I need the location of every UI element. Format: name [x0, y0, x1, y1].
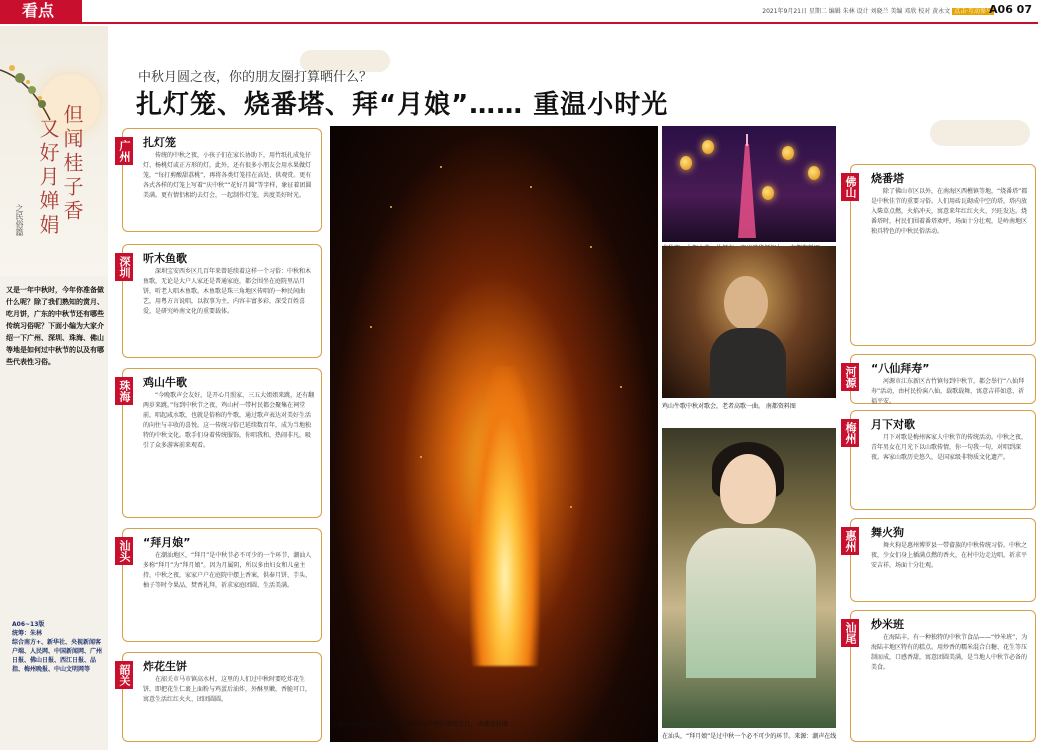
girl-dress [686, 528, 816, 678]
story-title: 扎灯笼 [143, 136, 176, 149]
left-column [0, 26, 108, 750]
story-title: 鸡山牛歌 [143, 376, 187, 389]
story-shantou [118, 528, 322, 642]
story-body: 除了佛山市区以外，在南海区西樵镇等地，“烧番塔”都是中秋佳节的重要习俗。人们用砖瓦砌成中空的塔，塔内放入柴草点燃，火焰冲天，寓意来年红红火火、兴旺发达。烧番塔时，村民们围着番塔欢呼，场面十分壮观，是岭南地区独具特色的中秋民俗活动。 [871, 188, 1028, 235]
credits: A06~13版 统筹：朱林 综合南方+、新华社、央视新闻客户端、人民网、中国新闻网、广州日报、佛山日报、西江日报、品指、梅州晚报、中山文明网等 [12, 621, 103, 673]
story-title: “八仙拜寿” [871, 362, 930, 375]
city-tag: 佛山 [841, 173, 859, 201]
story-body: 深圳宝安西乡区几百年来曾延续着这样一个习俗：中秋和木鱼歌，无论是大户人家还是普通家庭，都会围坐在庭院里品月饼，听老人唱木鱼歌。木鱼歌是珠三角地区传唱的一种民间曲艺，用粤方言说唱，以叙事为主，内容丰富多彩，深受百姓喜爱，是研究岭南文化的重要载体。 [143, 268, 312, 315]
story-zhuhai [118, 368, 322, 518]
story-heyuan [844, 354, 1036, 405]
elder-body [710, 328, 786, 398]
story-shanwei [844, 610, 1036, 742]
spark [620, 386, 622, 388]
canton-tower-illustration [732, 134, 762, 238]
city-tag: 深圳 [115, 253, 133, 281]
story-foshan [844, 164, 1036, 346]
story-body: 河源市江东新区古竹镇每到中秋节，都会举行“八仙拜寿”活动，由村民扮演八仙，载歌载舞，寓意吉祥如意，祈福平安。 [871, 378, 1025, 405]
headline: 扎灯笼、烧番塔、拜“月娘”…… 重温小时光 [136, 90, 669, 120]
lead-paragraph: 又是一年中秋时，今年你准备做什么呢？除了我们熟知的赏月、吃月饼，广东的中秋节还有哪些传统习俗呢？下面小编为大家介绍一下广州、深圳、珠海、佛山等地是如何过中秋节的以及有哪些代表性习俗。 [6, 286, 104, 366]
story-guangzhou [118, 128, 322, 232]
story-title: 听木鱼歌 [143, 252, 187, 265]
poem-subtitle: 之民俗篇 [15, 204, 24, 236]
photo-burning-pagoda [330, 126, 658, 742]
story-title: “拜月娘” [143, 536, 191, 549]
poem-line-2: 又好月婵娟 [36, 118, 60, 238]
spark [590, 246, 592, 248]
city-tag: 汕头 [115, 537, 133, 565]
photo-folk-song-elder [662, 246, 836, 398]
story-meizhou [844, 410, 1036, 510]
lantern [808, 166, 820, 180]
banner-art [0, 26, 108, 276]
city-tag: 珠海 [115, 377, 133, 405]
story-body: 在韶关市马市镇高水村，这里的人们过中秋时要吃炸花生饼，即把花生仁裹上面粉与鸡蛋后油炸，外酥里嫩，香脆可口，寓意生活红红火火、团团圆圆。 [143, 676, 312, 703]
spark [570, 506, 572, 508]
lantern [702, 140, 714, 154]
photo-canton-tower [662, 126, 836, 242]
girl-face [720, 454, 776, 524]
story-title: 月下对歌 [871, 418, 915, 431]
story-shaoguan [118, 652, 322, 742]
cloud-decoration [930, 120, 1030, 146]
story-body: “今晚歌声会友好，是开心月照家，三五大姐姐来跳，还有翻两岁来跳。”每到中秋节之夜，鸡山村一带村民都会聚集在祠堂前，唱起咸水歌，也就是俗称的牛歌，通过歌声表达对美好生活的向往与丰收的喜悦。这一传统习俗已延续数百年，成为当地独特的中秋文化。歌手们身着传统服饰，你唱我和，热闹非凡，吸引了众多游客前来观看。 [143, 392, 315, 449]
city-tag: 河源 [841, 363, 859, 391]
lantern [782, 146, 794, 160]
interactive-badge[interactable]: 点击·互动参与 [954, 8, 992, 15]
flame [470, 366, 540, 666]
elder-face [724, 276, 768, 330]
lantern [680, 156, 692, 170]
masthead [0, 0, 1038, 24]
date-line [762, 6, 994, 15]
poem-line-1: 但闻桂子香 [60, 104, 84, 224]
story-body: 月下对歌是梅州客家人中秋节的传统活动。中秋之夜，青年男女在月光下以山歌传情，你一句我一句，对唱到深夜。客家山歌历史悠久，是国家级非物质文化遗产。 [871, 434, 1028, 461]
city-tag: 韶关 [115, 661, 133, 689]
page-number: A06 07 [989, 3, 1032, 16]
story-title: 炸花生饼 [143, 660, 187, 673]
spark [370, 326, 372, 328]
story-huizhou [844, 518, 1036, 602]
story-title: 烧番塔 [871, 172, 904, 185]
story-body: 舞火狗是惠州博罗县一带畲族的中秋传统习俗。中秋之夜，少女们身上插满点燃的香火，在村中边走边唱，祈求平安吉祥，场面十分壮观。 [871, 542, 1028, 569]
caption-main: 在佛山南海西部顶板村庄，烧番塔是中秋的保留节目。 南都资料图 [332, 721, 508, 728]
story-body: 在海陆丰，有一种独特的中秋节食品——“炒米班”，为海陆丰地区特有的糕点。用炒香的糯米混合白糖、花生等压制而成，口感香甜，寓意团圆美满，是当地人中秋节必备的美食。 [871, 634, 1028, 671]
city-tag: 汕尾 [841, 619, 859, 647]
story-shenzhen [118, 244, 322, 358]
story-title: 炒米班 [871, 618, 904, 631]
caption-crowd: 鸡山牛歌中秋对歌会，老者高歌一曲。 南都资料图 [662, 403, 796, 410]
spark [530, 186, 532, 188]
spark [440, 166, 442, 168]
story-title: 舞火狗 [871, 526, 904, 539]
city-tag: 梅州 [841, 419, 859, 447]
story-body: 传统的中秋之夜，小孩子们在家长协助下，用竹纸扎成兔仔灯、杨桃灯或正方形的灯，此外，还有很多小朋友会用水果做灯笼，“每打剪酸甜荔桃”，再将各类灯笼挂在高处，供观赏。更有各式各样的灯笼上写着“庆中秋”“花好月圆”等字样，象征着团圆美满。更有情侣相约去灯会，一起制作灯笼，共度美好时光。 [143, 152, 312, 199]
date-line-text: 2021年9月21日 星期二 编辑 朱林 设计 刘晓兰 美编 邓欣 校对 黄永文 [762, 8, 951, 15]
city-tag: 惠州 [841, 527, 859, 555]
caption-girl: 在汕头，“拜月娘”是过中秋一个必不可少的环节。来源：潮声在线 [662, 733, 837, 740]
story-body: 在潮汕地区，“拜月”是中秋节必不可少的一个环节，潮汕人多称“拜月”为“拜月娘”。因为月属阴，所以多由妇女和儿童主持。中秋之夜，家家户户在庭院中摆上香案，供奉月饼、芋头、柚子等时令果品，焚香礼拜，祈求家庭团圆、生活美满。 [143, 552, 312, 589]
spark [390, 206, 392, 208]
photo-moon-worship-girl [662, 428, 836, 728]
city-tag: 广州 [115, 137, 133, 165]
spark [420, 456, 422, 458]
section-tag: 看点 [0, 0, 82, 22]
lantern [762, 186, 774, 200]
kicker: 中秋月圆之夜，你的朋友圈打算晒什么？ [138, 70, 373, 85]
